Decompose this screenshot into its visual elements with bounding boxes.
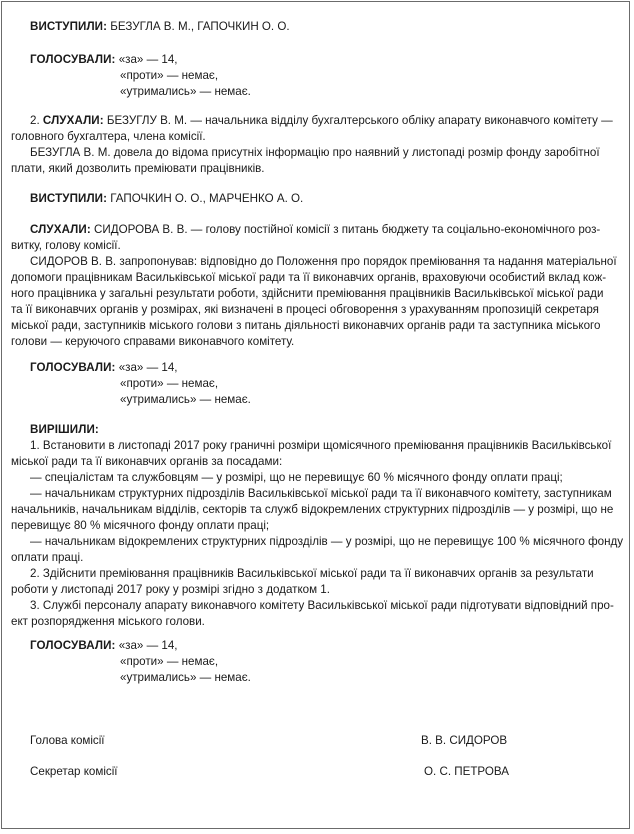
speakers-label: ВИСТУПИЛИ: xyxy=(30,20,108,33)
heard-label: СЛУХАЛИ: xyxy=(30,223,91,236)
chair-name: В. В. СИДОРОВ xyxy=(421,734,508,747)
speakers-names: ГАПОЧКИН О. О., МАРЧЕНКО А. О. xyxy=(107,192,304,205)
heard-text: БЕЗУГЛА В. М. довела до відома присутніх інформацію про наявний у листопаді розмір фонду заробітної xyxy=(30,146,600,159)
vote-label: ГОЛОСУВАЛИ: xyxy=(30,53,116,66)
document-page xyxy=(1,1,630,829)
decision-text: — начальникам відокремлених структурних підрозділів — у розмірі, що не перевищує 100 % місячного фонду xyxy=(30,535,624,548)
decision-text: роботи у листопаді 2017 року у розмірі згідно з додатком 1. xyxy=(11,583,330,596)
decision-text: начальників, начальникам відділів, секторів та служб відокремлених структурних підрозділів — у розмірі, що не xyxy=(11,503,614,516)
chair-title: Голова комісії xyxy=(30,734,105,747)
heard-text: БЕЗУГЛУ В. М. — начальника відділу бухгалтерського обліку апарату виконавчого комітету — xyxy=(103,114,613,127)
heard-text: головного бухгалтера, члена комісії. xyxy=(11,130,206,143)
decision-text: — спеціалістам та службовцям — у розмірі, що не перевищує 60 % місячного фонду оплати праці; xyxy=(30,471,563,484)
item-number: 2. xyxy=(30,114,43,127)
speakers-names: БЕЗУГЛА В. М., ГАПОЧКИН О. О. xyxy=(107,20,290,33)
vote-abstained: «утримались» — немає. xyxy=(120,671,251,684)
speakers-line-1 xyxy=(30,19,290,35)
decision-text: 3. Службі персоналу апарату виконавчого комітету Васильківської міської ради підготувати відповідний про- xyxy=(30,599,614,612)
decision-text: перевищує 80 % місячного фонду оплати праці; xyxy=(11,519,270,532)
decision-text: 2. Здійснити преміювання працівників Васильківської міської ради та її виконавчих органів за результати xyxy=(30,567,594,580)
heard-text: міської ради, заступників міського голови з питань діяльності виконавчих органів ради та заступника міського xyxy=(11,319,601,332)
vote-label: ГОЛОСУВАЛИ: xyxy=(30,639,116,652)
heard-text: СИДОРОВ В. В. запропонував: відповідно до Положення про порядок преміювання та надання матеріальної xyxy=(30,255,617,268)
vote-against: «проти» — немає, xyxy=(120,655,219,668)
vote-label: ГОЛОСУВАЛИ: xyxy=(30,361,116,374)
secretary-name: О. С. ПЕТРОВА xyxy=(424,765,509,778)
decision-text: 1. Встановити в листопаді 2017 року граничні розміри щомісячного преміювання працівників Васильківської xyxy=(30,439,612,452)
decided-label: ВИРІШИЛИ: xyxy=(30,423,99,436)
vote-for: «за» — 14, xyxy=(115,639,178,652)
heard-text: та її виконавчих органів у розмірах, які визначені в процесі обговорення з урахуванням пропозицій секретаря xyxy=(11,303,599,316)
heard-text: плати, який дозволить преміювати працівників. xyxy=(11,162,265,175)
heard-text: СИДОРОВА В. В. — голову постійної комісії з питань бюджету та соціально-економічного роз- xyxy=(90,223,601,236)
vote-block-1 xyxy=(30,52,590,100)
heard-text: голови — керуючого справами виконавчого комітету. xyxy=(11,335,295,348)
speakers-line-2 xyxy=(30,191,303,207)
secretary-title: Секретар комісії xyxy=(30,765,118,778)
heard-text: ного працівника у загальні результати роботи, здійснити преміювання працівників Васильківської міської ради xyxy=(11,287,604,300)
vote-against: «проти» — немає, xyxy=(120,377,219,390)
vote-abstained: «утримались» — немає. xyxy=(120,393,251,406)
heard-text: витку, голову комісії. xyxy=(11,239,121,252)
heard-block-3 xyxy=(11,222,625,350)
vote-block-3 xyxy=(30,638,590,686)
heard-label: СЛУХАЛИ: xyxy=(42,114,104,127)
decision-text: міської ради та її виконавчих органів за посадами: xyxy=(11,455,283,468)
vote-abstained: «утримались» — немає. xyxy=(120,85,251,98)
decision-text: оплати праці. xyxy=(11,551,84,564)
heard-text: допомоги працівникам Васильківської міської ради та її виконавчих органів, враховуючи особистий вклад кож- xyxy=(11,271,607,284)
vote-against: «проти» — немає, xyxy=(120,69,219,82)
heard-block-2 xyxy=(11,113,625,177)
decision-text: — начальникам структурних підрозділів Васильківської міської ради та її виконавчого комітету, заступникам xyxy=(30,487,612,500)
vote-for: «за» — 14, xyxy=(115,53,178,66)
decision-text: ект розпорядження міського голови. xyxy=(11,615,205,628)
decided-block xyxy=(11,422,625,630)
vote-block-2 xyxy=(30,360,590,408)
speakers-label: ВИСТУПИЛИ: xyxy=(30,192,108,205)
vote-for: «за» — 14, xyxy=(115,361,178,374)
